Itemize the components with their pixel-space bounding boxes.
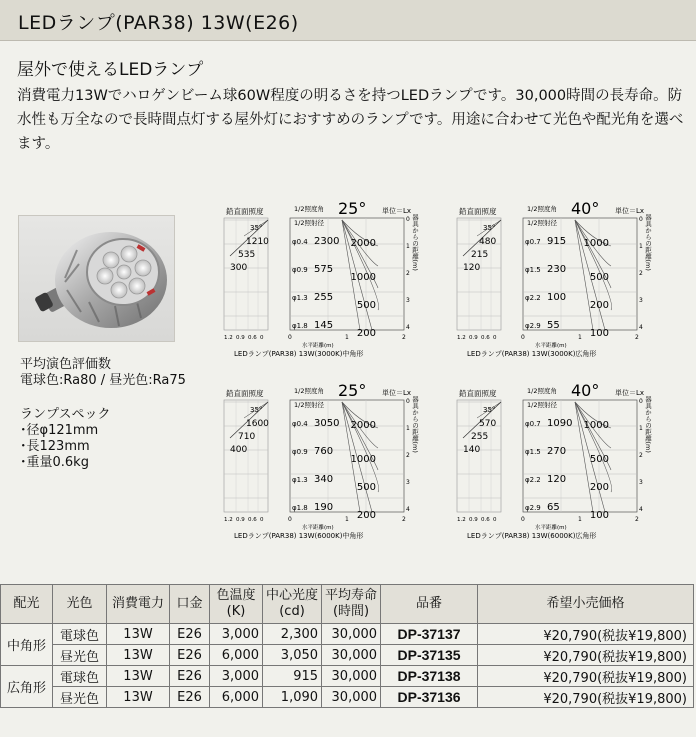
diameter-label: φ0.4 (292, 420, 308, 428)
light-distribution-chart (222, 196, 422, 356)
iso-value: 1000 (350, 454, 376, 465)
vertical-value: 480 (479, 237, 497, 247)
center-illuminance: 2300 (314, 236, 340, 247)
header-cell: 光色 (53, 585, 107, 624)
diameter-label: φ2.2 (525, 476, 541, 484)
iso-value: 200 (589, 482, 609, 493)
mini-angle-label: 35° (250, 406, 263, 414)
right-tick: 3 (406, 297, 410, 304)
beam-angle: 40° (571, 199, 600, 218)
vertical-value: 1210 (246, 237, 269, 247)
right-tick: 3 (639, 297, 643, 304)
unit-label: 単位＝Lx (382, 207, 412, 215)
center-illuminance: 65 (547, 502, 560, 513)
table-cell: 30,000 (322, 624, 381, 645)
iso-value: 2000 (350, 238, 376, 249)
right-tick: 0 (639, 398, 643, 405)
product-table (0, 584, 694, 708)
beam-angle: 25° (338, 199, 367, 218)
iso-value: 500 (356, 482, 376, 493)
lamp-photo (18, 215, 175, 342)
lamp-specs (20, 357, 186, 471)
iso-value: 500 (589, 454, 609, 465)
diameter-label: φ0.9 (292, 448, 308, 456)
center-illuminance: 915 (547, 236, 567, 247)
table-cell: 3,050 (263, 645, 322, 666)
left-tick: 1.2 (224, 335, 233, 341)
light-distribution-chart (455, 196, 655, 356)
table-cell: 6,000 (210, 687, 263, 708)
product-description: 消費電力13Wでハロゲンビーム球60W程度の明るさを持つLEDランプです。30,000時間の長寿命。防水性も万全なので長時間点灯する屋外灯におすすめのランプです。用途に合わせて光色や配光角を選べます。 (17, 88, 684, 152)
diameter-label: φ1.5 (525, 448, 541, 456)
iso-value: 200 (589, 300, 609, 311)
table-cell: 電球色 (53, 666, 107, 687)
bottom-tick: 1 (578, 516, 582, 523)
right-tick: 4 (639, 324, 643, 331)
ra-values: 電球色:Ra80 / 昼光色:Ra75 (20, 373, 186, 388)
table-cell: E26 (170, 687, 210, 708)
mini-angle-label: 35° (483, 224, 496, 232)
spec-heading: ランプスペック (20, 407, 111, 422)
product-code-cell: DP-37138 (381, 666, 478, 687)
product-code-cell: DP-37137 (381, 624, 478, 645)
diameter-label: φ2.2 (525, 294, 541, 302)
mini-angle-label: 35° (250, 224, 263, 232)
iso-value: 500 (589, 272, 609, 283)
right-tick: 1 (406, 425, 410, 432)
header-cell: 品番 (381, 585, 478, 624)
beam-angle: 40° (571, 381, 600, 400)
unit-label: 単位＝Lx (382, 389, 412, 397)
diameter-label: φ0.9 (292, 266, 308, 274)
table-cell: 13W (107, 687, 170, 708)
vertical-illuminance-label: 鉛直面照度 (226, 207, 264, 216)
left-tick: 0 (493, 517, 497, 523)
table-cell: 915 (263, 666, 322, 687)
header-cell (210, 585, 263, 624)
ra-heading: 平均演色評価数 (20, 357, 112, 372)
chart-caption: LEDランプ(PAR38) 13W(6000K)広角形 (467, 532, 597, 540)
light-distribution-chart (222, 378, 422, 538)
iso-curve (342, 220, 379, 310)
vertical-illuminance-label: 鉛直面照度 (459, 389, 497, 398)
table-cell: 1,090 (263, 687, 322, 708)
price-cell: ¥20,790(税抜¥19,800) (478, 687, 694, 708)
diameter-label: φ2.9 (525, 504, 541, 512)
header-cell: 口金 (170, 585, 210, 624)
product-table-body (1, 624, 694, 708)
header-cell: 希望小売価格 (478, 585, 694, 624)
chart-svg (222, 378, 422, 538)
right-tick: 1 (639, 425, 643, 432)
distance-axis-label: 器具からの距離(m) (644, 214, 652, 271)
header-line: 色温度 (216, 588, 256, 603)
iso-curve (575, 220, 612, 310)
distance-axis-label: 器具からの距離(m) (644, 396, 652, 453)
header-cell: 配光 (1, 585, 53, 624)
vertical-value: 255 (471, 432, 489, 442)
half-angle-label: 1/2照度角 (527, 387, 557, 395)
center-illuminance: 575 (314, 264, 334, 275)
horizontal-axis-label: 水平距離(m) (302, 525, 334, 531)
vertical-value: 215 (471, 250, 489, 260)
iso-value: 100 (589, 328, 609, 339)
spec-weight: ･重量0.6kg (20, 455, 89, 470)
right-tick: 2 (639, 270, 643, 277)
table-cell: 電球色 (53, 624, 107, 645)
table-cell: E26 (170, 624, 210, 645)
right-tick: 2 (639, 452, 643, 459)
vertical-value: 535 (238, 250, 256, 260)
right-tick: 3 (639, 479, 643, 486)
mini-angle-label: 35° (483, 406, 496, 414)
distance-axis-label: 器具からの距離(m) (411, 214, 419, 271)
diameter-label: φ0.4 (292, 238, 308, 246)
product-code-cell: DP-37136 (381, 687, 478, 708)
main-panel (523, 218, 637, 330)
table-cell: E26 (170, 645, 210, 666)
main-panel (290, 218, 404, 330)
left-tick: 1.2 (224, 517, 233, 523)
bottom-tick: 2 (635, 516, 639, 523)
group-cell: 中角形 (1, 624, 53, 666)
diameter-label: φ1.8 (292, 322, 308, 330)
header-line: (cd) (279, 604, 305, 619)
bottom-tick: 1 (345, 516, 349, 523)
bottom-tick: 0 (288, 334, 292, 341)
table-cell: E26 (170, 666, 210, 687)
center-illuminance: 3050 (314, 418, 340, 429)
center-illuminance: 100 (547, 292, 567, 303)
table-row (1, 624, 694, 645)
section-subtitle: 屋外で使えるLEDランプ (17, 60, 204, 80)
half-angle-label: 1/2照度角 (527, 205, 557, 213)
right-tick: 0 (406, 398, 410, 405)
iso-value: 1000 (583, 238, 609, 249)
bottom-tick: 0 (521, 334, 525, 341)
table-cell: 13W (107, 624, 170, 645)
left-tick: 0.9 (469, 517, 478, 523)
vertical-value: 140 (463, 445, 481, 455)
right-tick: 2 (406, 452, 410, 459)
left-tick: 0.6 (248, 517, 257, 523)
page-title: LEDランプ(PAR38) 13W(E26) (18, 12, 299, 34)
chart-svg (455, 378, 655, 538)
left-tick: 0.6 (481, 335, 490, 341)
table-cell: 13W (107, 666, 170, 687)
right-tick: 4 (406, 324, 410, 331)
left-tick: 0.9 (236, 517, 245, 523)
group-cell: 広角形 (1, 666, 53, 708)
diameter-label: φ1.3 (292, 476, 308, 484)
chart-svg (455, 196, 655, 356)
diameter-label: φ0.7 (525, 238, 541, 246)
half-angle-label: 1/2照度角 (294, 205, 324, 213)
spec-diameter: ･径φ121mm (20, 423, 99, 438)
right-tick: 4 (639, 506, 643, 513)
table-cell: 30,000 (322, 687, 381, 708)
center-illuminance: 230 (547, 264, 567, 275)
iso-value: 100 (589, 510, 609, 521)
center-illuminance: 145 (314, 320, 334, 331)
bottom-tick: 2 (402, 334, 406, 341)
right-tick: 3 (406, 479, 410, 486)
left-tick: 1.2 (457, 517, 466, 523)
diameter-label: φ2.9 (525, 322, 541, 330)
bottom-tick: 1 (578, 334, 582, 341)
product-code-cell: DP-37135 (381, 645, 478, 666)
iso-value: 200 (356, 510, 376, 521)
center-illuminance: 190 (314, 502, 334, 513)
table-header-row (1, 585, 694, 624)
iso-value: 1000 (350, 272, 376, 283)
table-cell: 2,300 (263, 624, 322, 645)
main-panel (290, 400, 404, 512)
vertical-value: 1600 (246, 419, 269, 429)
right-tick: 2 (406, 270, 410, 277)
table-cell: 3,000 (210, 624, 263, 645)
price-cell: ¥20,790(税抜¥19,800) (478, 645, 694, 666)
vertical-illuminance-label: 鉛直面照度 (459, 207, 497, 216)
price-cell: ¥20,790(税抜¥19,800) (478, 666, 694, 687)
header-line: (K) (226, 604, 246, 619)
distance-axis-label: 器具からの距離(m) (411, 396, 419, 453)
left-tick: 0 (260, 517, 264, 523)
header-line: (時間) (332, 604, 370, 619)
half-radius-label: 1/2照射径 (527, 401, 557, 409)
table-cell: 30,000 (322, 645, 381, 666)
horizontal-axis-label: 水平距離(m) (302, 343, 334, 349)
unit-label: 単位＝Lx (615, 389, 645, 397)
right-tick: 0 (406, 216, 410, 223)
center-illuminance: 270 (547, 446, 567, 457)
header-line: 中心光度 (266, 588, 319, 603)
chart-caption: LEDランプ(PAR38) 13W(3000K)広角形 (467, 350, 597, 358)
header-cell: 消費電力 (107, 585, 170, 624)
vertical-value: 570 (479, 419, 497, 429)
iso-curve (342, 402, 379, 492)
vertical-value: 300 (230, 263, 248, 273)
table-cell: 6,000 (210, 645, 263, 666)
table-cell: 30,000 (322, 666, 381, 687)
table-cell: 昼光色 (53, 645, 107, 666)
price-cell: ¥20,790(税抜¥19,800) (478, 624, 694, 645)
right-tick: 0 (639, 216, 643, 223)
vertical-illuminance-label: 鉛直面照度 (226, 389, 264, 398)
half-radius-label: 1/2照射径 (294, 219, 324, 227)
unit-label: 単位＝Lx (615, 207, 645, 215)
chart-svg (222, 196, 422, 356)
horizontal-axis-label: 水平距離(m) (535, 343, 567, 349)
bottom-tick: 2 (402, 516, 406, 523)
table-row (1, 666, 694, 687)
right-tick: 1 (406, 243, 410, 250)
right-tick: 4 (406, 506, 410, 513)
left-tick: 1.2 (457, 335, 466, 341)
center-illuminance: 760 (314, 446, 334, 457)
bottom-tick: 1 (345, 334, 349, 341)
header-cell (322, 585, 381, 624)
diameter-label: φ1.3 (292, 294, 308, 302)
chart-caption: LEDランプ(PAR38) 13W(6000K)中角形 (234, 532, 364, 540)
vertical-value: 710 (238, 432, 256, 442)
table-row (1, 687, 694, 708)
diameter-label: φ0.7 (525, 420, 541, 428)
header-cell (263, 585, 322, 624)
center-illuminance: 1090 (547, 418, 573, 429)
main-panel (523, 400, 637, 512)
title-bar (0, 0, 696, 41)
bottom-tick: 2 (635, 334, 639, 341)
diameter-label: φ1.5 (525, 266, 541, 274)
bottom-tick: 0 (288, 516, 292, 523)
beam-angle: 25° (338, 381, 367, 400)
center-illuminance: 340 (314, 474, 334, 485)
left-tick: 0.6 (481, 517, 490, 523)
diameter-label: φ1.8 (292, 504, 308, 512)
table-cell: 3,000 (210, 666, 263, 687)
table-cell: 13W (107, 645, 170, 666)
vertical-value: 400 (230, 445, 248, 455)
table-cell: 昼光色 (53, 687, 107, 708)
iso-value: 2000 (350, 420, 376, 431)
light-distribution-chart (455, 378, 655, 538)
left-tick: 0 (493, 335, 497, 341)
iso-value: 200 (356, 328, 376, 339)
chart-caption: LEDランプ(PAR38) 13W(3000K)中角形 (234, 350, 364, 358)
half-radius-label: 1/2照射径 (527, 219, 557, 227)
center-illuminance: 255 (314, 292, 334, 303)
right-tick: 1 (639, 243, 643, 250)
center-illuminance: 120 (547, 474, 567, 485)
left-tick: 0.6 (248, 335, 257, 341)
bottom-tick: 0 (521, 516, 525, 523)
iso-value: 500 (356, 300, 376, 311)
vertical-value: 120 (463, 263, 481, 273)
spec-length: ･長123mm (20, 439, 90, 454)
table-row (1, 645, 694, 666)
left-tick: 0.9 (236, 335, 245, 341)
header-line: 平均寿命 (325, 588, 378, 603)
iso-value: 1000 (583, 420, 609, 431)
left-tick: 0.9 (469, 335, 478, 341)
iso-curve (575, 402, 612, 492)
center-illuminance: 55 (547, 320, 560, 331)
half-radius-label: 1/2照射径 (294, 401, 324, 409)
horizontal-axis-label: 水平距離(m) (535, 525, 567, 531)
left-tick: 0 (260, 335, 264, 341)
half-angle-label: 1/2照度角 (294, 387, 324, 395)
